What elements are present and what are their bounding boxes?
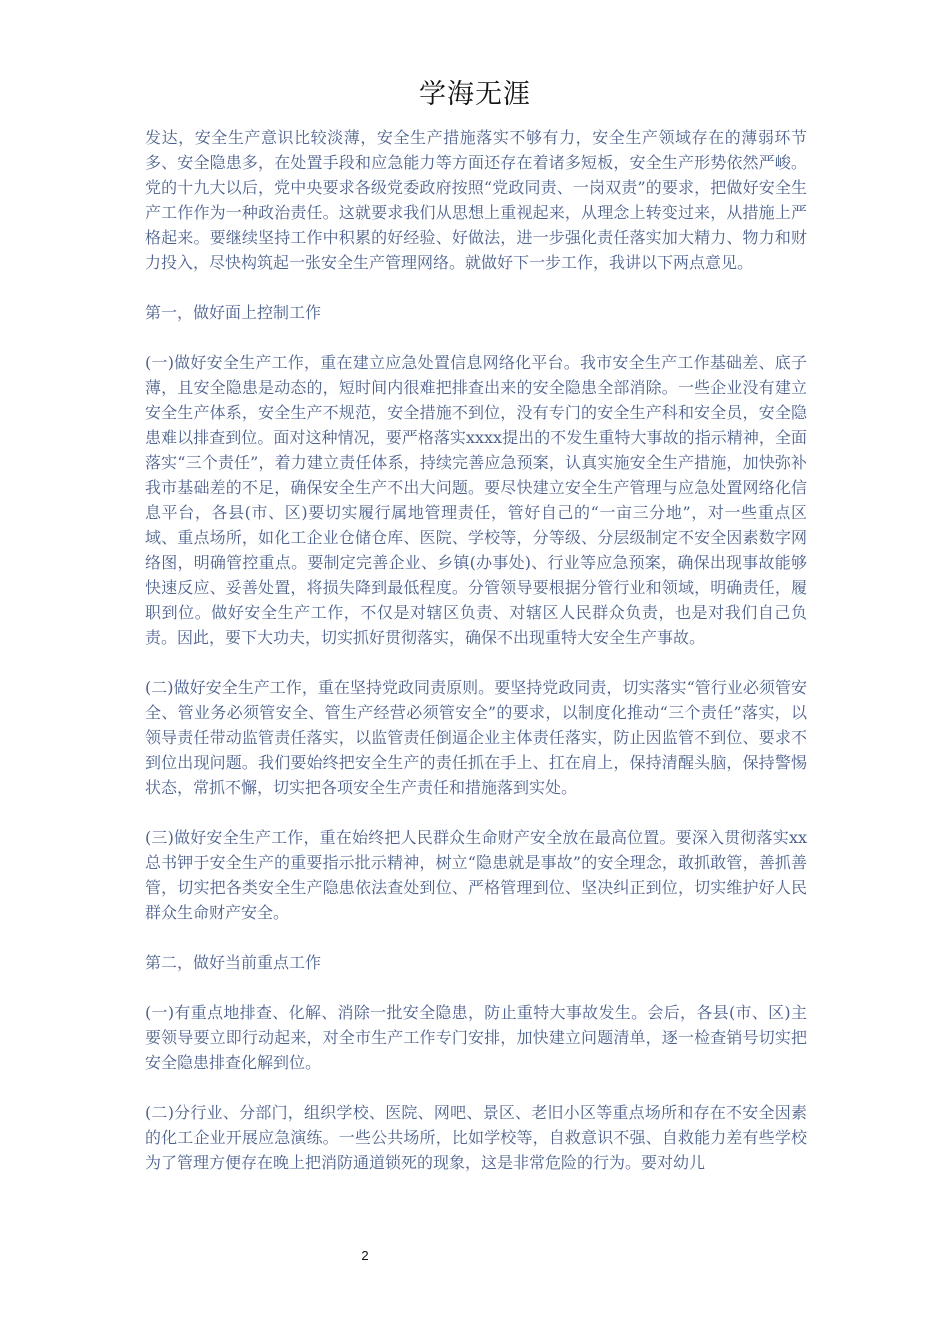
paragraph-1-2: (二)做好安全生产工作，重在坚持党政同责原则。要坚持党政同责，切实落实“管行业必须管安全、管业务必须管安全、管生产经营必须管安全”的要求，以制度化推动“三个责任”落实，以领导责任带动监管责任落实，以监管责任倒逼企业主体责任落实，防止因监管不到位、要求不到位出现问题。我们要始终把安全生产的责任抓在手上、扛在肩上，保持清醒头脑，保持警惕状态，常抓不懈，切实把各项安全生产责任和措施落到实处。 xyxy=(145,678,807,797)
paragraph-1-3: (三)做好安全生产工作，重在始终把人民群众生命财产安全放在最高位置。要深入贯彻落实xx总书钾于安全生产的重要指示批示精神，树立“隐患就是事故”的安全理念，敢抓敢管，善抓善管，切实把各类安全生产隐患依法查处到位、严格管理到位、坚决纠正到位，切实维护好人民群众生命财产安全。 xyxy=(145,828,807,922)
paragraph-intro: 发达，安全生产意识比较淡薄，安全生产措施落实不够有力，安全生产领域存在的薄弱环节多、安全隐患多，在处置手段和应急能力等方面还存在着诸多短板，安全生产形势依然严峻。党的十九大以后，党中央要求各级党委政府按照“党政同责、一岗双责”的要求，把做好安全生产工作作为一种政治责任。这就要求我们从思想上重视起来，从理念上转变过来，从措施上严格起来。要继续坚持工作中积累的好经验、好做法，进一步强化责任落实加大精力、物力和财力投入，尽快构筑起一张安全生产管理网络。就做好下一步工作，我讲以下两点意见。 xyxy=(145,128,807,272)
paragraph-1-1: (一)做好安全生产工作，重在建立应急处置信息网络化平台。我市安全生产工作基础差、底子薄，且安全隐患是动态的，短时间内很难把排查出来的安全隐患全部消除。一些企业没有建立安全生产体系，安全生产不规范，安全措施不到位，没有专门的安全生产科和安全员，安全隐患难以排查到位。面对这种情况，要严格落实xxxx提出的不发生重特大事故的指示精神，全面落实“三个责任”，着力建立责任体系，持续完善应急预案，认真实施安全生产措施，加快弥补我市基础差的不足，确保安全生产不出大问题。要尽快建立安全生产管理与应急处置网络化信息平台，各县(市、区)要切实履行属地管理责任，管好自己的“一亩三分地”，对一些重点区域、重点场所，如化工企业仓储仓库、医院、学校等，分等级、分层级制定不安全因素数字网络图，明确管控重点。要制定完善企业、乡镇(办事处)、行业等应急预案，确保出现事故能够快速反应、妥善处置，将损失降到最低程度。分管领导要根据分管行业和领域，明确责任，履职到位。做好安全生产工作，不仅是对辖区负责、对辖区人民群众负责，也是对我们自己负责。因此，要下大功夫，切实抓好贯彻落实，确保不出现重特大安全生产事故。 xyxy=(145,353,807,647)
page-number: 2 xyxy=(361,1248,369,1263)
paragraph-2-1: (一)有重点地排查、化解、消除一批安全隐患，防止重特大事故发生。会后，各县(市、区)主要领导要立即行动起来，对全市生产工作专门安排，加快建立问题清单，逐一检查销号切实把安全隐患排查化解到位。 xyxy=(145,1003,807,1072)
paragraph-2-2: (二)分行业、分部门，组织学校、医院、网吧、景区、老旧小区等重点场所和存在不安全因素的化工企业开展应急演练。一些公共场所，比如学校等，自救意识不强、自救能力差有些学校为了管理方便存在晚上把消防通道锁死的现象，这是非常危险的行为。要对幼儿 xyxy=(145,1103,807,1172)
page-header-title: 学海无涯 xyxy=(419,79,531,110)
section-heading-2: 第二，做好当前重点工作 xyxy=(145,953,322,972)
document-body xyxy=(145,125,807,1175)
section-heading-1: 第一，做好面上控制工作 xyxy=(145,303,322,322)
